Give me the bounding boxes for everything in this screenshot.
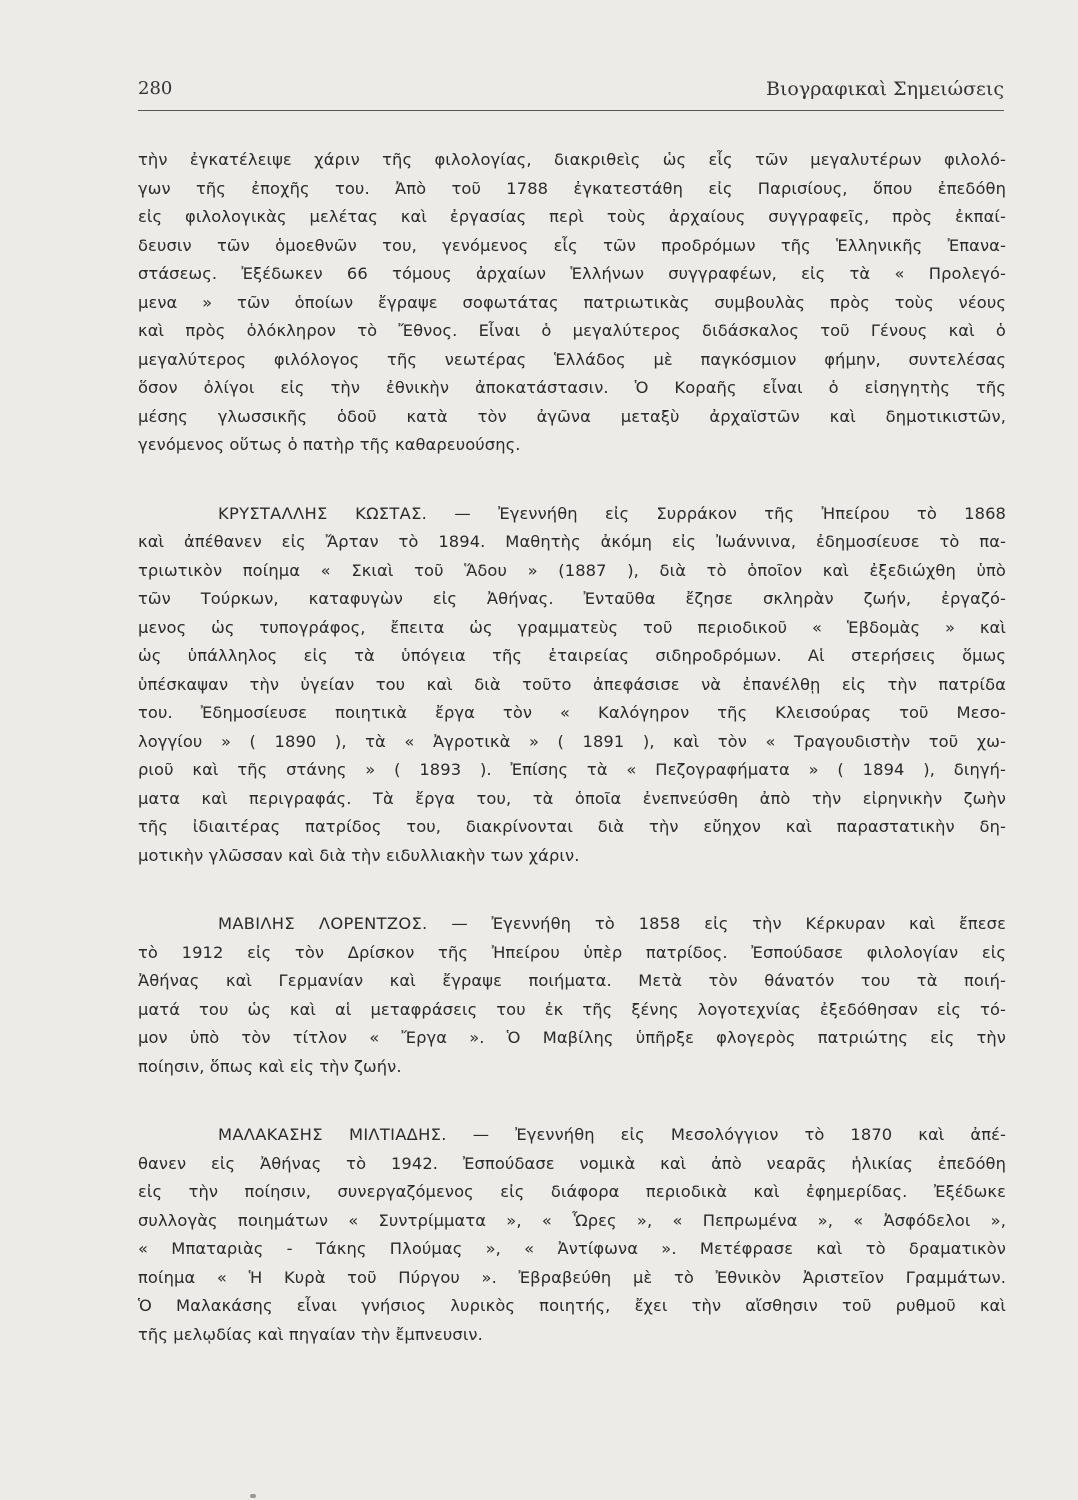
text-line: καὶ πρὸς ὁλόκληρον τὸ Ἔθνος. Εἶναι ὁ μεγαλύτερος διδάσκαλος τοῦ Γένους καὶ ὁ xyxy=(138,321,1006,340)
text-line: εἰς φιλολογικὰς μελέτας καὶ ἐργασίας περὶ τοὺς ἀρχαίους συγγραφεῖς, πρὸς ἐκπαί- xyxy=(138,207,1006,226)
entry-krystallis xyxy=(138,500,1006,871)
text-line: μον ὑπὸ τὸν τίτλον « Ἔργα ». Ὁ Μαβίλης ὑπῆρξε φλογερὸς πατριώτης εἰς τὴν xyxy=(138,1028,1006,1047)
text-line: ποίησιν, ὅπως καὶ εἰς τὴν ζωήν. xyxy=(138,1056,402,1076)
entry-first-line xyxy=(138,500,1006,529)
text-segment: — Ἐγεννήθη εἰς Μεσολόγγιον τὸ 1870 καὶ ἀπέ- xyxy=(446,1125,1006,1144)
text-line: ματά του ὡς καὶ αἱ μεταφράσεις του ἐκ τῆς ξένης λογοτεχνίας ἐξεδόθησαν εἰς τό- xyxy=(138,999,1006,1019)
text-line: ποίημα « Ἡ Κυρὰ τοῦ Πύργου ». Ἐβραβεύθη μὲ τὸ Ἐθνικὸν Ἀριστεῖον Γραμμάτων. xyxy=(138,1267,1006,1287)
text-segment: — Ἐγεννήθη εἰς Συρράκον τῆς Ἠπείρου τὸ 1868 xyxy=(427,503,1006,523)
entry-first-line xyxy=(138,1121,1006,1150)
intro-paragraph xyxy=(138,146,1006,460)
text-line: ματα καὶ περιγραφάς. Τὰ ἔργα του, τὰ ὁποῖα ἐνεπνεύσθη ἀπὸ τὴν εἰρηνικὴν ζωὴν xyxy=(138,788,1006,808)
text-line: τῶν Τούρκων, καταφυγὼν εἰς Ἀθήνας. Ἐνταῦθα ἔζησε σκληρὰν ζωήν, ἐργαζό- xyxy=(138,589,1006,608)
text-line: γων τῆς ἐποχῆς του. Ἀπὸ τοῦ 1788 ἐγκατεστάθη εἰς Παρισίους, ὅπου ἐπεδόθη xyxy=(138,178,1006,198)
text-line: εἰς τὴν ποίησιν, συνεργαζόμενος εἰς διάφορα περιοδικὰ καὶ ἐφημερίδας. Ἐξέδωκε xyxy=(138,1182,1006,1201)
text-line: τῆς ἰδιαιτέρας πατρίδος του, διακρίνονται διὰ τὴν εὔηχον καὶ παραστατικὴν δη- xyxy=(138,817,1006,836)
entry-first-line xyxy=(138,910,1006,939)
text-line: ὑπέσκαψαν τὴν ὑγείαν του καὶ διὰ τοῦτο ἀπεφάσισε νὰ ἐπανέλθῃ εἰς τὴν πατρίδα xyxy=(138,674,1006,694)
text-line: μέσης γλωσσικῆς ὁδοῦ κατὰ τὸν ἀγῶνα μεταξὺ ἀρχαϊστῶν καὶ δημοτικιστῶν, xyxy=(138,406,1006,426)
text-line: τὴν ἐγκατέλειψε χάριν τῆς φιλολογίας, διακριθεὶς ὡς εἷς τῶν μεγαλυτέρων φιλολό- xyxy=(138,150,1006,169)
text-line: « Μπαταριὰς - Τάκης Πλούμας », « Ἀντίφωνα ». Μετέφρασε καὶ τὸ δραματικὸν xyxy=(138,1239,1006,1258)
text-line: μεγαλύτερος φιλόλογος τῆς νεωτέρας Ἑλλάδος μὲ παγκόσμιον φήμην, συντελέσας xyxy=(138,349,1006,369)
entry-name: ΜΑΛΑΚΑΣΗΣ ΜΙΛΤΙΑΔΗΣ. xyxy=(218,1125,447,1144)
text-line: τὸ 1912 εἰς τὸν Δρίσκον τῆς Ἠπείρου ὑπὲρ πατρίδος. Ἐσπούδασε φιλολογίαν εἰς xyxy=(138,942,1006,962)
entry-mavilis xyxy=(138,910,1006,1081)
body-text xyxy=(138,146,1006,1349)
page-speck xyxy=(250,1494,256,1498)
running-head: Βιογραφικαὶ Σημειώσεις xyxy=(765,78,1004,100)
entry-name: ΜΑΒΙΛΗΣ ΛΟΡΕΝΤΖΟΣ. xyxy=(218,914,428,933)
text-line: ριοῦ καὶ τῆς στάνης » ( 1893 ). Ἐπίσης τὰ « Πεζογραφήματα » ( 1894 ), διηγή- xyxy=(138,760,1006,779)
text-line: μοτικὴν γλῶσσαν καὶ διὰ τὴν ειδυλλιακὴν των χάριν. xyxy=(138,845,580,865)
page-header xyxy=(138,76,1004,111)
text-line: καὶ ἀπέθανεν εἰς Ἄρταν τὸ 1894. Μαθητὴς ἀκόμη εἰς Ἰωάννινα, ἐδημοσίευσε τὸ πα- xyxy=(138,532,1006,551)
text-line: Ὁ Μαλακάσης εἶναι γνήσιος λυρικὸς ποιητής, ἔχει τὴν αἴσθησιν τοῦ ρυθμοῦ καὶ xyxy=(138,1296,1006,1315)
text-line: Ἀθήνας καὶ Γερμανίαν καὶ ἔγραψε ποιήματα. Μετὰ τὸν θάνατόν του τὰ ποιή- xyxy=(138,971,1006,990)
page-number: 280 xyxy=(138,78,173,99)
text-segment: — Ἐγεννήθη τὸ 1858 εἰς τὴν Κέρκυραν καὶ ἔπεσε xyxy=(427,914,1007,933)
entry-name: ΚΡΥΣΤΑΛΛΗΣ ΚΩΣΤΑΣ. xyxy=(218,503,428,523)
text-line: λογγίου » ( 1890 ), τὰ « Ἀγροτικὰ » ( 1891 ), καὶ τὸν « Τραγουδιστὴν τοῦ χω- xyxy=(138,731,1006,751)
entry-malakasis xyxy=(138,1121,1006,1349)
text-line: του. Ἐδημοσίευσε ποιητικὰ ἔργα τὸν « Καλόγηρον τῆς Κλεισούρας τοῦ Μεσο- xyxy=(138,703,1006,722)
text-line: θανεν εἰς Ἀθήνας τὸ 1942. Ἐσπούδασε νομικὰ καὶ ἀπὸ νεαρᾶς ἡλικίας ἐπεδόθη xyxy=(138,1153,1006,1173)
text-line: δευσιν τῶν ὁμοεθνῶν του, γενόμενος εἷς τῶν προδρόμων τῆς Ἑλληνικῆς Ἐπανα- xyxy=(138,235,1006,255)
text-line: τριωτικὸν ποίημα « Σκιαὶ τοῦ Ἅδου » (1887 ), διὰ τὸ ὁποῖον καὶ ἐξεδιώχθη ὑπὸ xyxy=(138,560,1006,580)
text-line: ὅσον ὀλίγοι εἰς τὴν ἐθνικὴν ἀποκατάστασιν. Ὁ Κοραῆς εἶναι ὁ εἰσηγητὴς τῆς xyxy=(138,378,1006,397)
text-line: ὡς ὑπάλληλος εἰς τὰ ὑπόγεια τῆς ἑταιρείας σιδηροδρόμων. Αἱ στερήσεις ὅμως xyxy=(138,646,1006,665)
text-line: μενα » τῶν ὁποίων ἔγραψε σοφωτάτας πατριωτικὰς συμβουλὰς πρὸς τοὺς νέους xyxy=(138,292,1006,312)
text-line: μενος ὡς τυπογράφος, ἔπειτα ὡς γραμματεὺς τοῦ περιοδικοῦ « Ἑβδομὰς » καὶ xyxy=(138,617,1006,637)
text-line: συλλογὰς ποιημάτων « Συντρίμματα », « Ὧρες », « Πεπρωμένα », « Ἀσφόδελοι », xyxy=(138,1210,1006,1230)
text-line: τῆς μελῳδίας καὶ πηγαίαν τὴν ἔμπνευσιν. xyxy=(138,1324,483,1344)
text-line: στάσεως. Ἐξέδωκεν 66 τόμους ἀρχαίων Ἑλλήνων συγγραφέων, εἰς τὰ « Προλεγό- xyxy=(138,264,1006,283)
text-line: γενόμενος οὕτως ὁ πατὴρ τῆς καθαρευούσης. xyxy=(138,435,521,454)
